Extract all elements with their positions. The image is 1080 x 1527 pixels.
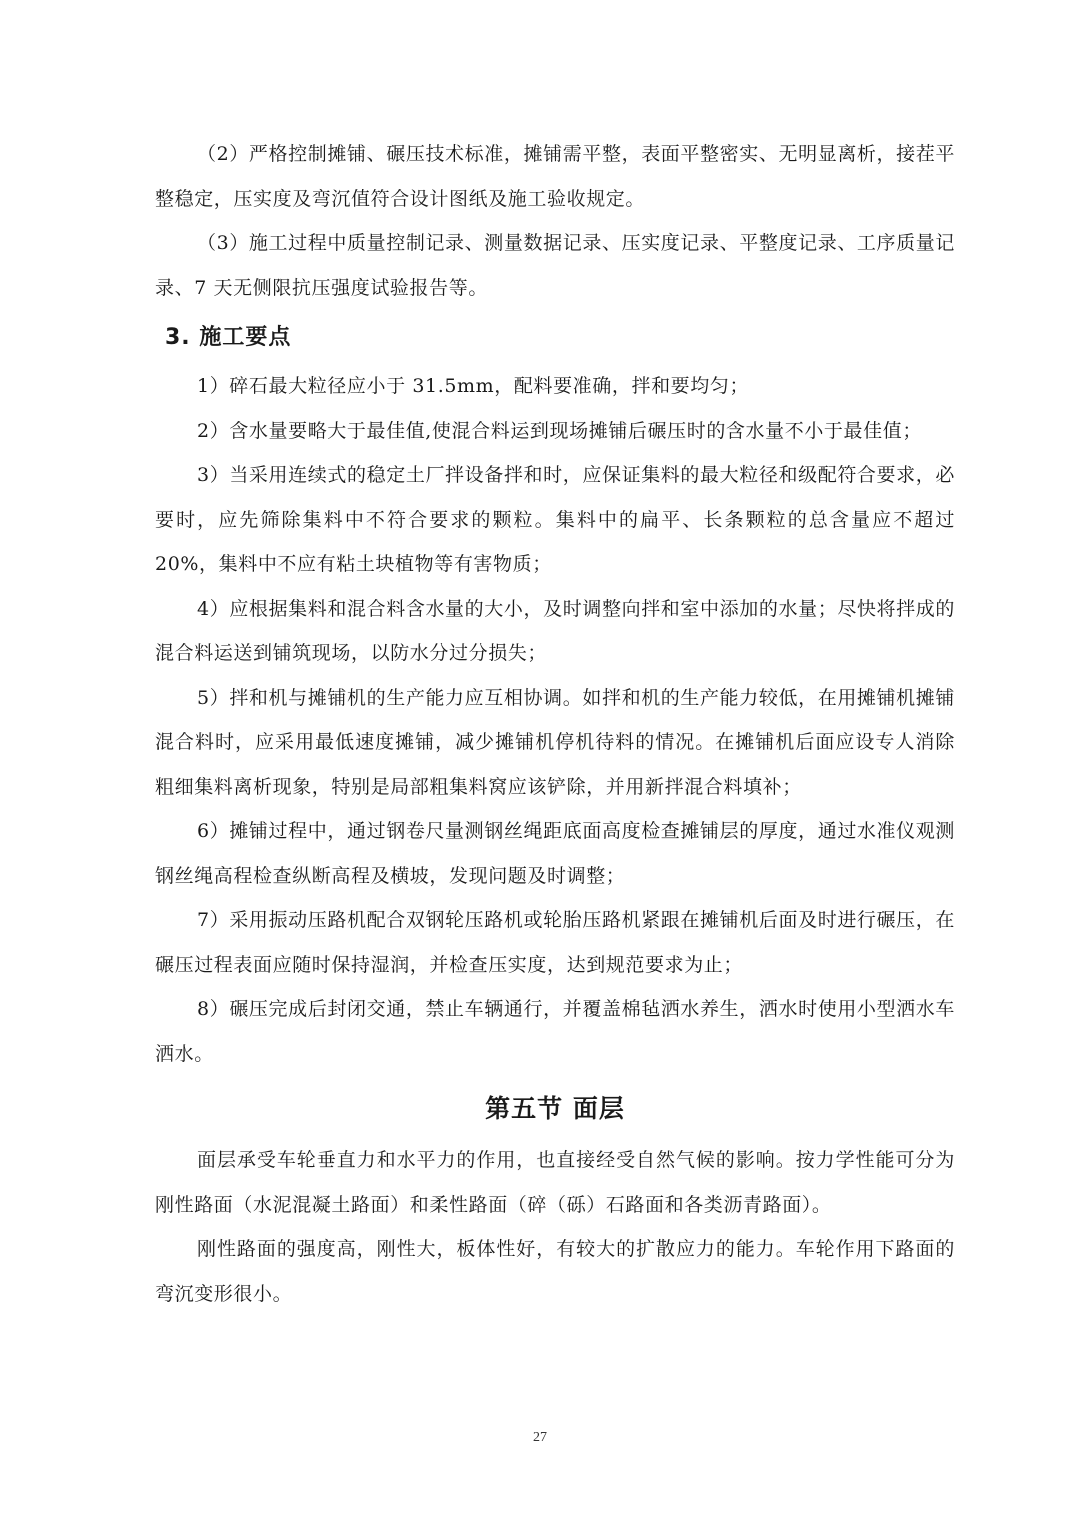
list-item-7: 7）采用振动压路机配合双钢轮压路机或轮胎压路机紧跟在摊铺机后面及时进行碾压，在碾压过程表面应随时保持湿润，并检查压实度，达到规范要求为止； — [155, 909, 955, 976]
paragraph-quality-records: （3）施工过程中质量控制记录、测量数据记录、压实度记录、平整度记录、工序质量记录、7 天无侧限抗压强度试验报告等。 — [155, 232, 955, 299]
list-item-5: 5）拌和机与摊铺机的生产能力应互相协调。如拌和机的生产能力较低，在用摊铺机摊铺混合料时，应采用最低速度摊铺，减少摊铺机停机待料的情况。在摊铺机后面应设专人消除粗细集料离析现象，特别是局部粗集料窝应该铲除，并用新拌混合料填补； — [155, 686, 955, 798]
paragraph-quality-standard: （2）严格控制摊铺、碾压技术标准，摊铺需平整，表面平整密实、无明显离析，接茬平整稳定，压实度及弯沉值符合设计图纸及施工验收规定。 — [155, 143, 955, 210]
page-number: 27 — [533, 1430, 547, 1445]
list-item-1: 1）碎石最大粒径应小于 31.5mm，配料要准确，拌和要均匀； — [197, 375, 750, 397]
list-item-6: 6）摊铺过程中，通过钢卷尺量测钢丝绳距底面高度检查摊铺层的厚度，通过水准仪观测钢丝绳高程检查纵断高程及横坡，发现问题及时调整； — [155, 820, 955, 887]
chapter-heading-surface-layer: 第五节 面层 — [485, 1094, 625, 1123]
paragraph-rigid-pavement: 刚性路面的强度高，刚性大，板体性好，有较大的扩散应力的能力。车轮作用下路面的弯沉变形很小。 — [155, 1238, 955, 1305]
paragraph-surface-layer-intro: 面层承受车轮垂直力和水平力的作用，也直接经受自然气候的影响。按力学性能可分为刚性路面（水泥混凝土路面）和柔性路面（碎（砾）石路面和各类沥青路面）。 — [155, 1149, 955, 1216]
list-item-3: 3）当采用连续式的稳定土厂拌设备拌和时，应保证集料的最大粒径和级配符合要求，必要时，应先筛除集料中不符合要求的颗粒。集料中的扁平、长条颗粒的总含量应不超过 20%，集料中不应有粘土块植物等有害物质； — [155, 464, 955, 575]
list-item-2: 2）含水量要略大于最佳值,使混合料运到现场摊铺后碾压时的含水量不小于最佳值； — [197, 419, 922, 442]
list-item-4: 4）应根据集料和混合料含水量的大小，及时调整向拌和室中添加的水量；尽快将拌成的混合料运送到铺筑现场，以防水分过分损失； — [155, 597, 955, 664]
section-heading-construction-points: 3. 施工要点 — [165, 325, 292, 350]
list-item-8: 8）碾压完成后封闭交通，禁止车辆通行，并覆盖棉毡洒水养生，洒水时使用小型洒水车洒水。 — [155, 998, 955, 1065]
page-content — [155, 132, 955, 1316]
